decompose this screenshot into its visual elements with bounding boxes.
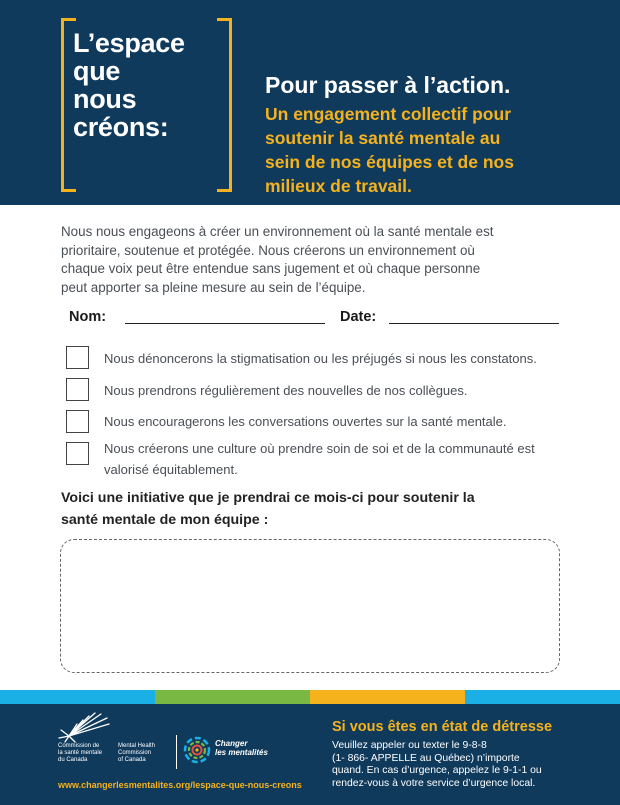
distress-line: quand. En cas d’urgence, appelez le 9-1-1 ou: [332, 765, 542, 776]
pledge-line: Nous encouragerons les conversations ouvertes sur la santé mentale.: [104, 414, 507, 429]
pledge-line: Nous dénoncerons la stigmatisation ou les préjugés si nous les constatons.: [104, 351, 537, 366]
website-link[interactable]: www.changerlesmentalites.org/lespace-que-nous-creons: [58, 780, 302, 790]
distress-title: Si vous êtes en état de détresse: [332, 719, 553, 735]
intro-line: peut apporter sa pleine mesure au sein de l’équipe.: [61, 279, 366, 295]
commission-fr-line: la santé mentale: [58, 750, 103, 756]
stripe: [0, 690, 155, 704]
commission-fr-line: du Canada: [58, 757, 88, 763]
bracket-right: [217, 18, 232, 192]
commission-en-line: Mental Health: [118, 743, 156, 749]
brand-frame: [61, 18, 232, 188]
initiative-question: [61, 487, 475, 531]
question-line: santé mentale de mon équipe :: [61, 512, 269, 528]
pledge-text-2: [104, 380, 468, 401]
pledge-checkbox-2[interactable]: [66, 378, 89, 401]
changer-logo-icon: [182, 735, 212, 765]
initiative-answer-box[interactable]: [60, 539, 560, 673]
date-label: Date:: [340, 309, 377, 325]
pledge-text-4: [104, 438, 535, 480]
intro-line: Nous nous engageons à créer un environnement où la santé mentale est: [61, 224, 494, 239]
page-title: Pour passer à l’action.: [265, 72, 511, 98]
distress-line: Veuillez appeler ou texter le 9-8-8: [332, 740, 487, 751]
commission-en-line: of Canada: [118, 757, 146, 763]
subtitle-line: soutenir la santé mentale au: [265, 128, 501, 148]
intro-paragraph: [61, 223, 571, 297]
stripe: [155, 690, 310, 704]
distress-body: [332, 740, 542, 790]
pledge-line: Nous prendrons régulièrement des nouvelles de nos collègues.: [104, 383, 468, 398]
pledge-text-3: [104, 411, 507, 432]
pledge-checkbox-1[interactable]: [66, 346, 89, 369]
pledge-line: valorisé équitablement.: [104, 462, 238, 477]
color-stripes: [0, 690, 620, 704]
changer-line: les mentalités: [215, 748, 268, 757]
brand-line: que: [73, 56, 121, 86]
intro-line: chaque voix peut être entendue sans jugement et où chaque personne: [61, 261, 481, 276]
pledge-checkbox-3[interactable]: [66, 410, 89, 433]
question-line: Voici une initiative que je prendrai ce mois-ci pour soutenir la: [61, 490, 475, 506]
signature-row: [69, 309, 569, 329]
commission-en: [118, 743, 155, 764]
subtitle-line: sein de nos équipes et de nos: [265, 152, 514, 172]
pledge-text-1: [104, 348, 537, 369]
stripe: [310, 690, 465, 704]
brand-title: [73, 29, 185, 141]
logo-divider: [176, 735, 177, 769]
commission-fr: [58, 743, 102, 764]
changer-logo-text: [215, 739, 268, 757]
distress-line: (1- 866- APPELLE au Québec) n’importe: [332, 752, 520, 764]
brand-line: créons:: [73, 112, 169, 142]
date-field[interactable]: [389, 323, 559, 324]
page-subtitle: [265, 102, 575, 198]
changer-line: Changer: [215, 739, 248, 748]
distress-line: rendez-vous à votre service d’urgence local.: [332, 777, 536, 789]
brand-line: nous: [73, 84, 137, 114]
stripe: [465, 690, 620, 704]
burst-logo-icon: [55, 712, 115, 744]
subtitle-line: milieux de travail.: [265, 176, 412, 196]
pledge-line: Nous créerons une culture où prendre soin de soi et de la communauté est: [104, 441, 535, 456]
commission-fr-line: Commission de: [58, 743, 100, 749]
intro-line: prioritaire, soutenue et protégée. Nous créerons un environnement où: [61, 242, 475, 258]
pledge-checkbox-4[interactable]: [66, 442, 89, 465]
name-label: Nom:: [69, 309, 107, 325]
name-field[interactable]: [125, 323, 325, 324]
subtitle-line: Un engagement collectif pour: [265, 104, 511, 124]
brand-line: L’espace: [73, 28, 185, 58]
commission-en-line: Commission: [118, 750, 152, 756]
